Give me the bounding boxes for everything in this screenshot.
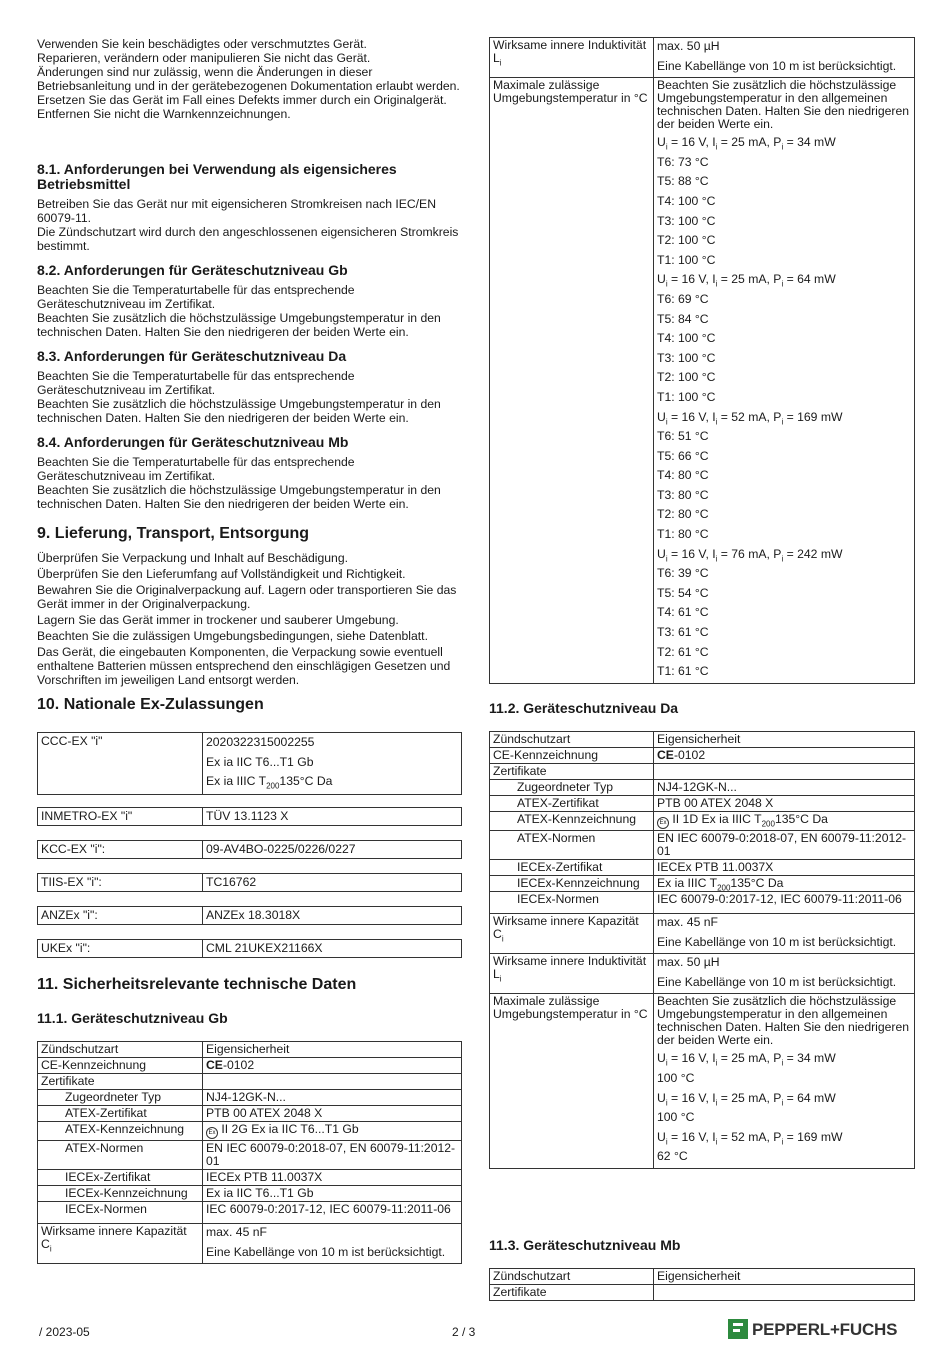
gb-cond-2: $U_i = 16$ V, $I_i = 25$ mA, $P_i = 64$ mW	[657, 272, 836, 289]
da-temp-key: Maximale zulässige Umgebungstemperatur in °C	[490, 994, 654, 1169]
da-iecz-value: IECEx PTB 11.0037X	[654, 860, 915, 876]
gb-temp-key: Maximale zulässige Umgebungstemperatur in °C	[490, 78, 654, 684]
anzex-key: ANZEx "i":	[38, 907, 203, 925]
temp-class: T6: 51 °C	[657, 429, 709, 444]
temp-class: T1: 100 °C	[657, 389, 716, 404]
temp-class: T1: 80 °C	[657, 527, 709, 542]
temp-class: T2: 100 °C	[657, 370, 716, 385]
temp-class: T4: 61 °C	[657, 605, 709, 620]
da-table	[489, 731, 915, 1169]
tiis-key: TIIS-EX "i":	[38, 874, 203, 892]
pf-logo-icon	[728, 1319, 748, 1339]
mb-zert-key: Zertifikate	[490, 1285, 654, 1301]
temp-class: T3: 80 °C	[657, 487, 709, 502]
da-cond-2: $U_i = 16$ V, $I_i = 25$ mA, $P_i = 64$ mW	[657, 1090, 836, 1107]
temp-class: T6: 73 °C	[657, 154, 709, 169]
gb-iecn-value: IEC 60079-0:2017-12, IEC 60079-11:2011-06	[203, 1202, 462, 1224]
da-ind-key: Wirksame innere Induktivität $L_i$	[490, 954, 654, 994]
section-8-4-title: 8.4. Anforderungen für Geräteschutzniveau Mb	[37, 434, 349, 450]
da-ind-value: max. 50 µH Eine Kabellänge von 10 m ist berücksichtigt.	[654, 954, 915, 994]
section-10-title: 10. Nationale Ex-Zulassungen	[37, 696, 264, 713]
temp-class: T5: 88 °C	[657, 174, 709, 189]
temp-class: T4: 80 °C	[657, 468, 709, 483]
gb-atexn-key: ATEX-Normen	[38, 1141, 203, 1170]
ccc-table	[37, 732, 462, 795]
intro-line-4: Ersetzen Sie das Gerät im Fall eines Defekts immer durch ein Originalgerät.	[37, 93, 447, 107]
gb-atexz-value: PTB 00 ATEX 2048 X	[203, 1106, 462, 1122]
section-8-4-text-2: Beachten Sie zusätzlich die höchstzulässige Umgebungstemperatur in den technischen Daten. Halten Sie den niedrigeren der beiden Werte ein.	[37, 483, 441, 511]
ce-mark-icon: CE	[657, 748, 674, 762]
tiis-value: TC16762	[203, 874, 462, 892]
section-11-1-title: 11.1. Geräteschutzniveau Gb	[37, 1010, 228, 1026]
gb-cond-1: $U_i = 16$ V, $I_i = 25$ mA, $P_i = 34$ mW	[657, 135, 836, 152]
section-8-1-title: 8.1. Anforderungen bei Verwendung als eigensicheres Betriebsmittel	[37, 161, 397, 192]
ccc-value	[203, 733, 462, 795]
gb-temp-note: Beachten Sie zusätzlich die höchstzulässige Umgebungstemperatur in den allgemeinen technischen Daten. Halten Sie den niedrigeren der beiden Werte ein.	[657, 78, 910, 132]
temp-class: T1: 61 °C	[657, 664, 709, 679]
da-zs-key: Zündschutzart	[490, 732, 654, 748]
temp-class: T2: 100 °C	[657, 233, 716, 248]
da-temp-2: 100 °C	[657, 1110, 695, 1125]
ukex-value: CML 21UKEX21166X	[203, 940, 462, 958]
section-9-text-2: Überprüfen Sie den Lieferumfang auf Vollständigkeit und Richtigkeit.	[37, 567, 406, 581]
section-11-2-title: 11.2. Geräteschutzniveau Da	[489, 700, 679, 716]
gb-ind-key: Wirksame innere Induktivität $L_i$	[490, 38, 654, 78]
gb-cond-3: $U_i = 16$ V, $I_i = 52$ mA, $P_i = 169$ mW	[657, 409, 843, 426]
section-11-title: 11. Sicherheitsrelevante technische Daten	[37, 976, 357, 993]
section-8-2-title: 8.2. Anforderungen für Geräteschutzniveau Gb	[37, 262, 348, 278]
gb-typ-value: NJ4-12GK-N...	[203, 1090, 462, 1106]
temp-class: T5: 66 °C	[657, 448, 709, 463]
mb-zs-key: Zündschutzart	[490, 1269, 654, 1285]
gb-atexz-key: ATEX-Zertifikat	[38, 1106, 203, 1122]
section-11-3-title: 11.3. Geräteschutzniveau Mb	[489, 1237, 681, 1253]
da-atexz-key: ATEX-Zertifikat	[490, 796, 654, 812]
intro-line-2: Reparieren, verändern oder manipulieren Sie nicht das Gerät.	[37, 51, 371, 65]
pepperl-fuchs-logo	[728, 1319, 918, 1343]
gb-zert-key: Zertifikate	[38, 1074, 203, 1090]
temp-class: T1: 100 °C	[657, 252, 716, 267]
ex-symbol-icon: Ex	[657, 817, 669, 829]
gb-zs-value: Eigensicherheit	[203, 1042, 462, 1058]
gb-ce-value: CE-0102	[203, 1058, 462, 1074]
temp-class: T3: 100 °C	[657, 350, 716, 365]
da-temp-value	[654, 994, 915, 1169]
kcc-value: 09-AV4BO-0225/0226/0227	[203, 841, 462, 859]
intro-line-5: Entfernen Sie nicht die Warnkennzeichnungen.	[37, 107, 291, 121]
gb-atexk-value: Ex II 2G Ex ia IIC T6...T1 Gb	[203, 1122, 462, 1141]
anzex-table	[37, 906, 462, 925]
section-8-3-text-1: Beachten Sie die Temperaturtabelle für das entsprechende Geräteschutzniveau im Zertifikat.	[37, 369, 355, 397]
gb-zs-key: Zündschutzart	[38, 1042, 203, 1058]
section-9-text-3: Bewahren Sie die Originalverpackung auf. Lagern oder transportieren Sie das Gerät immer in der Originalverpackung.	[37, 583, 457, 611]
section-8-1	[37, 162, 461, 253]
section-8-3-title: 8.3. Anforderungen für Geräteschutzniveau Da	[37, 348, 347, 364]
da-ieck-key: IECEx-Kennzeichnung	[490, 876, 654, 892]
temp-class: T4: 100 °C	[657, 331, 716, 346]
section-9-text-5: Beachten Sie die zulässigen Umgebungsbedingungen, siehe Datenblatt.	[37, 629, 428, 643]
footer-date: / 2023-05	[39, 1325, 90, 1339]
section-9-text-4: Lagern Sie das Gerät immer in trockener und sauberer Umgebung.	[37, 613, 399, 627]
da-iecz-key: IECEx-Zertifikat	[490, 860, 654, 876]
temp-class: T3: 61 °C	[657, 625, 709, 640]
section-8-3	[37, 349, 461, 425]
da-atexk-value: Ex II 1D Ex ia IIIC $T_{200}135^\circ C$ Da	[654, 812, 915, 831]
da-atexn-key: ATEX-Normen	[490, 831, 654, 860]
da-temp-note: Beachten Sie zusätzlich die höchstzulässige Umgebungstemperatur in den allgemeinen technischen Daten. Halten Sie den niedrigeren der beiden Werte ein.	[657, 994, 910, 1048]
gb-cond-4: $U_i = 16$ V, $I_i = 76$ mA, $P_i = 242$ mW	[657, 546, 843, 564]
da-atexk-key: ATEX-Kennzeichnung	[490, 812, 654, 831]
section-9-text-1: Überprüfen Sie Verpackung und Inhalt auf Beschädigung.	[37, 551, 349, 565]
da-ce-key: CE-Kennzeichnung	[490, 748, 654, 764]
kcc-table	[37, 840, 462, 859]
da-kap-value: max. 45 nF Eine Kabellänge von 10 m ist berücksichtigt.	[654, 914, 915, 954]
da-iecn-value: IEC 60079-0:2017-12, IEC 60079-11:2011-06	[654, 892, 915, 914]
da-typ-value: NJ4-12GK-N...	[654, 780, 915, 796]
da-temp-1: 100 °C	[657, 1070, 695, 1085]
mb-zs-value: Eigensicherheit	[654, 1269, 915, 1285]
section-8-3-text-2: Beachten Sie zusätzlich die höchstzulässige Umgebungstemperatur in den technischen Daten. Halten Sie den niedrigeren der beiden Werte ein.	[37, 397, 441, 425]
inmetro-value: TÜV 13.1123 X	[203, 808, 462, 826]
gb-ieck-value: Ex ia IIC T6...T1 Gb	[203, 1186, 462, 1202]
da-kap-key: Wirksame innere Kapazität $C_i$	[490, 914, 654, 954]
da-atexz-value: PTB 00 ATEX 2048 X	[654, 796, 915, 812]
gb-table	[37, 1041, 462, 1264]
temp-class: T2: 61 °C	[657, 644, 709, 659]
ukex-table	[37, 939, 462, 958]
da-iecn-key: IECEx-Normen	[490, 892, 654, 914]
section-8-2	[37, 263, 461, 339]
section-8-4-text-1: Beachten Sie die Temperaturtabelle für das entsprechende Geräteschutzniveau im Zertifikat.	[37, 455, 355, 483]
da-ieck-value: Ex ia IIIC $T_{200}135^\circ C$ Da	[654, 876, 915, 892]
section-9-text-6: Das Gerät, die eingebauten Komponenten, die Verpackung sowie eventuell enthaltene Batterien müssen entsprechend den einschlägigen Gesetzen und Vorschriften im jeweiligen Land entsorgt werden.	[37, 645, 451, 687]
inmetro-table	[37, 807, 462, 826]
temp-class: T5: 84 °C	[657, 311, 709, 326]
da-ce-value: CE-0102	[654, 748, 915, 764]
temp-class: T3: 100 °C	[657, 213, 716, 228]
ccc-certificate: 2020322315002255	[206, 735, 315, 749]
gb-typ-key: Zugeordneter Typ	[38, 1090, 203, 1106]
section-8-2-text-2: Beachten Sie zusätzlich die höchstzulässige Umgebungstemperatur in den technischen Daten. Halten Sie den niedrigeren der beiden Werte ein.	[37, 311, 441, 339]
gb-table-continued	[489, 37, 915, 684]
da-temp-3: 62 °C	[657, 1149, 688, 1164]
da-typ-key: Zugeordneter Typ	[490, 780, 654, 796]
intro-line-3: Änderungen sind nur zulässig, wenn die Änderungen in dieser Betriebsanleitung und in der gerätebezogenen Dokumentation erlaubt werden.	[37, 65, 460, 93]
gb-ieck-key: IECEx-Kennzeichnung	[38, 1186, 203, 1202]
ex-symbol-icon: Ex	[206, 1127, 218, 1139]
section-9	[37, 525, 461, 689]
footer-page-number: 2 / 3	[452, 1325, 476, 1339]
ce-mark-icon: CE	[206, 1058, 223, 1072]
ukex-key: UKEx "i":	[38, 940, 203, 958]
da-atexn-value: EN IEC 60079-0:2018-07, EN 60079-11:2012-01	[654, 831, 915, 860]
section-8-4	[37, 435, 461, 511]
temp-class: T5: 54 °C	[657, 585, 709, 600]
gb-ind-value: max. 50 µH Eine Kabellänge von 10 m ist berücksichtigt.	[654, 38, 915, 78]
tiis-table	[37, 873, 462, 892]
ccc-marking-gas: Ex ia IIC T6...T1 Gb	[206, 754, 314, 769]
ccc-marking-dust: Ex ia IIIC $T_{200}135^\circ C$ Da	[206, 774, 333, 791]
temp-class: T6: 39 °C	[657, 566, 709, 581]
gb-iecz-value: IECEx PTB 11.0037X	[203, 1170, 462, 1186]
gb-iecn-key: IECEx-Normen	[38, 1202, 203, 1224]
logo-text: PEPPERL+FUCHS	[752, 1320, 898, 1339]
mb-table	[489, 1268, 915, 1301]
gb-kap-value: max. 45 nF Eine Kabellänge von 10 m ist berücksichtigt.	[203, 1224, 462, 1264]
gb-temp-value	[654, 78, 915, 684]
gb-atexn-value: EN IEC 60079-0:2018-07, EN 60079-11:2012-01	[203, 1141, 462, 1170]
section-8-1-text-2: Die Zündschutzart wird durch den angeschlossenen eigensicheren Stromkreis bestimmt.	[37, 225, 459, 253]
intro-line-1: Verwenden Sie kein beschädigtes oder verschmutztes Gerät.	[37, 37, 367, 51]
ccc-key: CCC-EX "i"	[38, 733, 203, 795]
section-9-title: 9. Lieferung, Transport, Entsorgung	[37, 525, 310, 542]
gb-kap-key: Wirksame innere Kapazität $C_i$	[38, 1224, 203, 1264]
da-cond-3: $U_i = 16$ V, $I_i = 52$ mA, $P_i = 169$ mW	[657, 1129, 843, 1147]
section-8-2-text-1: Beachten Sie die Temperaturtabelle für das entsprechende Geräteschutzniveau im Zertifikat.	[37, 283, 355, 311]
kcc-key: KCC-EX "i":	[38, 841, 203, 859]
inmetro-key: INMETRO-EX "i"	[38, 808, 203, 826]
gb-iecz-key: IECEx-Zertifikat	[38, 1170, 203, 1186]
temp-class: T6: 69 °C	[657, 291, 709, 306]
section-8-1-text-1: Betreiben Sie das Gerät nur mit eigensicheren Stromkreisen nach IEC/EN 60079-11.	[37, 197, 436, 225]
gb-ce-key: CE-Kennzeichnung	[38, 1058, 203, 1074]
da-zert-key: Zertifikate	[490, 764, 654, 780]
temp-class: T2: 80 °C	[657, 507, 709, 522]
anzex-value: ANZEx 18.3018X	[203, 907, 462, 925]
da-cond-1: $U_i = 16$ V, $I_i = 25$ mA, $P_i = 34$ mW	[657, 1051, 836, 1068]
da-zs-value: Eigensicherheit	[654, 732, 915, 748]
temp-class: T4: 100 °C	[657, 193, 716, 208]
gb-atexk-key: ATEX-Kennzeichnung	[38, 1122, 203, 1141]
intro-block	[37, 37, 461, 121]
